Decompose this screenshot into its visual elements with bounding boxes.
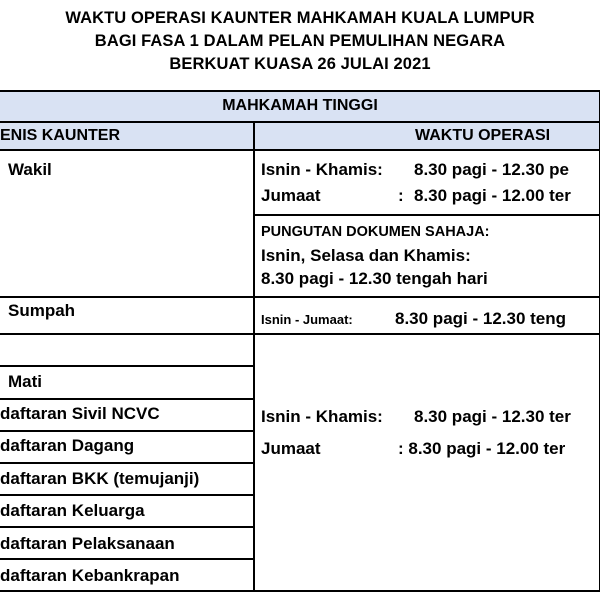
table-border-bottom bbox=[0, 590, 600, 592]
counter-name: Wakil bbox=[8, 160, 52, 179]
document-title-line-2: BAGI FASA 1 DALAM PELAN PEMULIHAN NEGARA bbox=[94, 32, 506, 50]
hours-time: 8.30 pagi - 12.30 ter bbox=[414, 407, 571, 426]
table-rule bbox=[0, 462, 253, 464]
table-rule bbox=[253, 214, 600, 216]
table-rule bbox=[0, 333, 600, 335]
hours-days: Isnin - Jumaat: bbox=[261, 312, 353, 327]
hours-days: Jumaat bbox=[261, 186, 321, 205]
pickup-days: Isnin, Selasa dan Khamis: bbox=[261, 246, 471, 265]
counter-name: Mati bbox=[8, 372, 42, 391]
hours-time: 8.30 pagi - 12.00 ter bbox=[414, 186, 571, 205]
counter-name: daftaran Pelaksanaan bbox=[0, 534, 175, 553]
document-title-line-3: BERKUAT KUASA 26 JULAI 2021 bbox=[169, 55, 431, 73]
table-rule bbox=[0, 365, 253, 367]
counter-name: daftaran Dagang bbox=[0, 436, 135, 455]
pickup-title: PUNGUTAN DOKUMEN SAHAJA: bbox=[261, 224, 490, 240]
table-rule bbox=[0, 558, 253, 560]
column-header-counter: ENIS KAUNTER bbox=[0, 127, 121, 144]
hours-time: 8.30 pagi - 12.30 pe bbox=[414, 160, 569, 179]
counter-name: Sumpah bbox=[8, 301, 76, 320]
table-rule bbox=[0, 121, 600, 123]
counter-name: daftaran Kebankrapan bbox=[0, 566, 180, 585]
counter-name: daftaran Keluarga bbox=[0, 501, 145, 520]
hours-days: Jumaat bbox=[261, 439, 321, 458]
table-rule bbox=[0, 398, 253, 400]
counter-name: daftaran BKK (temujanji) bbox=[0, 469, 200, 488]
hours-days: Isnin - Khamis: bbox=[261, 407, 383, 426]
table-rule bbox=[0, 430, 253, 432]
table-rule bbox=[0, 296, 600, 298]
column-divider bbox=[253, 121, 255, 591]
table-rule bbox=[0, 149, 600, 151]
section-title: MAHKAMAH TINGGI bbox=[222, 97, 378, 114]
column-header-hours: WAKTU OPERASI bbox=[415, 127, 551, 144]
hours-time: : 8.30 pagi - 12.00 ter bbox=[398, 439, 566, 458]
hours-time: 8.30 pagi - 12.30 teng bbox=[395, 309, 567, 328]
table-border-top bbox=[0, 90, 600, 92]
table-rule bbox=[0, 494, 253, 496]
table-rule bbox=[0, 526, 253, 528]
document-title-line-1: WAKTU OPERASI KAUNTER MAHKAMAH KUALA LUMPUR bbox=[65, 9, 535, 27]
hours-colon: : bbox=[398, 186, 404, 205]
hours-days: Isnin - Khamis: bbox=[261, 160, 383, 179]
counter-name: daftaran Sivil NCVC bbox=[0, 404, 160, 423]
pickup-time: 8.30 pagi - 12.30 tengah hari bbox=[261, 269, 488, 288]
